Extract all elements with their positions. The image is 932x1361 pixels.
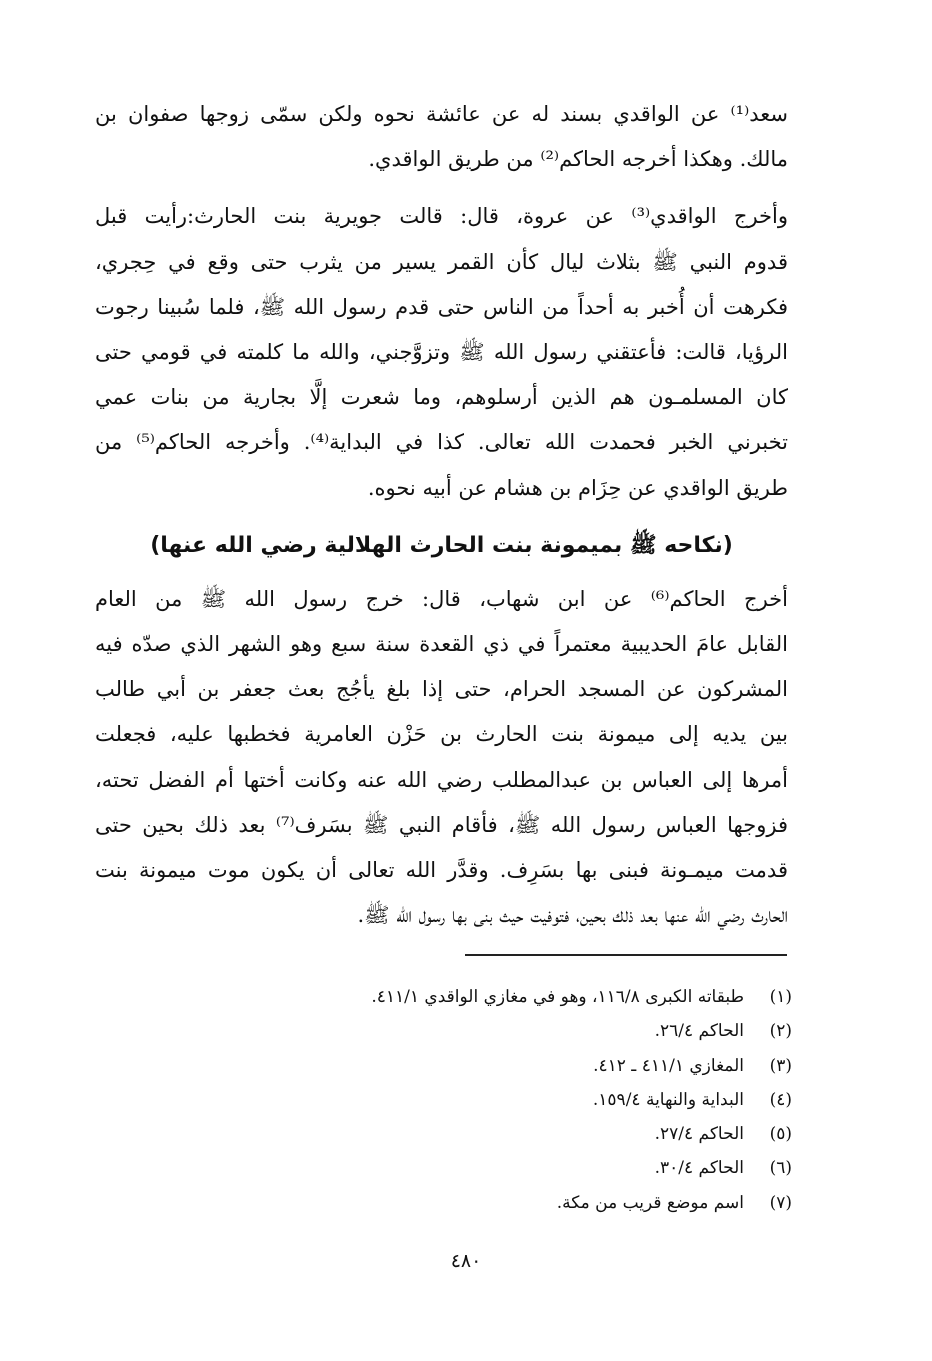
footnote-number: (٥): [769, 1124, 792, 1145]
text-line: فزوجها العباس رسول الله ﷺ، فأقام النبي ﷺ بسَرف⁽⁷⁾ بعد ذلك بحين حتى: [95, 812, 788, 837]
footnote-item: [371, 1186, 792, 1220]
paragraph-1: [95, 92, 788, 182]
footnote-number: (٧): [769, 1192, 792, 1213]
text-line: طريق الواقدي عن حِزَام بن هشام عن أبيه نحوه.: [367, 475, 788, 500]
footnote-number: (٢): [769, 1021, 792, 1042]
text-line: قدوم النبي ﷺ بثلاث ليال كأن القمر يسير من يثرب حتى وقع في حِجري،: [95, 249, 788, 274]
footnote-text: الحاكم ٢٦/٤.: [654, 1021, 744, 1042]
footnote-item: [371, 1083, 792, 1117]
text-line: أمرها إلى العباس بن عبدالمطلب رضي الله عنه وكانت أختها أم الفضل تحته،: [95, 767, 788, 792]
text-line: كان المسلمـون هم الذين أرسلوهم، وما شعرت إلَّا بجارية من بنات عمي: [95, 385, 788, 410]
footnote-item: [371, 1117, 792, 1151]
section-heading: (نكاحه ﷺ بميمونة بنت الحارث الهلالية رضي الله عنها): [150, 532, 733, 558]
footnote-number: (١): [769, 987, 792, 1007]
text-line: مالك. وهكذا أخرجه الحاكم⁽²⁾ من طريق الواقدي.: [368, 147, 788, 172]
page-body: [95, 92, 788, 938]
page-number: ٤٨٠: [450, 1250, 482, 1272]
text-line: الحارث رضي الله عنها بعد ذلك بحين، فتوفيت حيث بنى بها رسول الله ﷺ.: [357, 903, 788, 928]
text-line: تخبرني الخبر فحمدت الله تعالى. كذا في البداية⁽⁴⁾. وأخرجه الحاكم⁽⁵⁾ من: [95, 430, 788, 455]
paragraph-2: [95, 194, 788, 510]
footnote-separator: [465, 954, 787, 956]
footnote-item: [371, 1049, 792, 1083]
text-line: قدمت ميمـونة فبنى بها بسَرِف. وقدَّر الله تعالى أن يكون موت ميمونة بنت: [95, 858, 788, 883]
footnote-text: الحاكم ٣٠/٤.: [654, 1158, 744, 1179]
footnote-text: البداية والنهاية ١٥٩/٤.: [592, 1089, 744, 1110]
text-line: فكرهت أن أُخبر به أحداً من الناس حتى قدم رسول الله ﷺ، فلما سُبينا رجوت: [95, 294, 788, 319]
text-line: القابل عامَ الحديبية معتمراً في ذي القعدة سنة سبع وهو الشهر الذي صدّه فيه: [95, 632, 788, 657]
footnotes: [371, 980, 792, 1220]
text-line: سعد⁽¹⁾ عن الواقدي بسند له عن عائشة نحوه ولكن سمّى زوجها صفوان بن: [95, 102, 788, 126]
footnote-text: المغازي ٤١١/١ ـ ٤١٢.: [593, 1055, 744, 1076]
footnote-text: اسم موضع قريب من مكة.: [556, 1192, 744, 1213]
footnote-item: [371, 1014, 792, 1048]
footnote-number: (٤): [769, 1089, 792, 1110]
footnote-item: [371, 1151, 792, 1185]
text-line: بين يديه إلى ميمونة بنت الحارث بن حَزْن العامرية فخطبها عليه، فجعلت: [95, 722, 788, 747]
footnote-text: الحاكم ٢٧/٤.: [654, 1124, 744, 1145]
footnote-item: [371, 980, 792, 1014]
footnote-text: طبقاته الكبرى ١١٦/٨، وهو في مغازي الواقدي ٤١١/١.: [371, 987, 744, 1007]
footnote-number: (٣): [769, 1055, 792, 1076]
footnote-number: (٦): [769, 1158, 792, 1179]
text-line: وأخرج الواقدي⁽³⁾ عن عروة، قال: قالت جويرية بنت الحارث:رأيت قبل: [95, 204, 788, 229]
text-line: أخرج الحاكم⁽⁶⁾ عن ابن شهاب، قال: خرج رسول الله ﷺ من العام: [95, 586, 788, 611]
text-line: الرؤيا، قالت: فأعتقني رسول الله ﷺ وتزوَّجني، والله ما كلمته في قومي حتى: [95, 340, 788, 365]
paragraph-3: [95, 577, 788, 939]
text-line: المشركون عن المسجد الحرام، حتى إذا بلغ يأجُج بعث جعفر بن أبي طالب: [95, 677, 788, 702]
